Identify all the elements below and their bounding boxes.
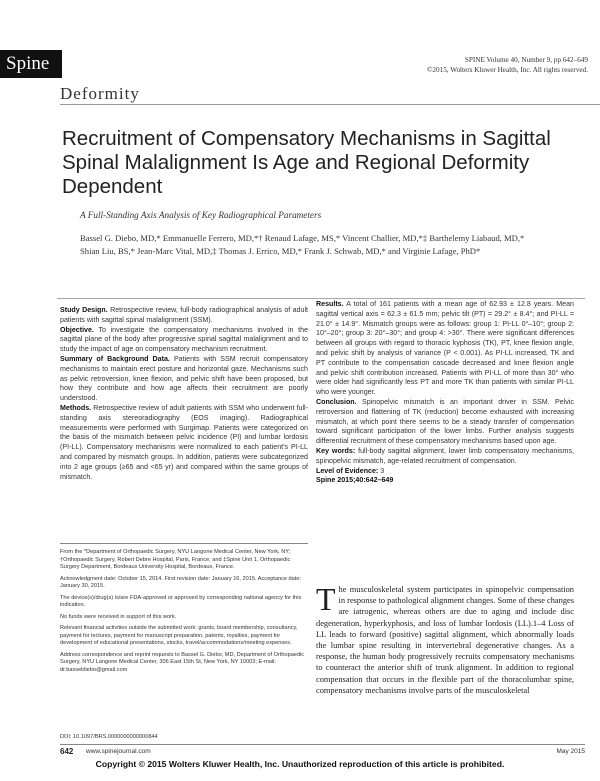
abstract-citation xyxy=(316,476,574,486)
journal-website: www.spinejournal.com xyxy=(86,748,151,755)
conclusion-text: Spinopelvic mismatch is an important driver in SSM. Pelvic retroversion and flattening of TK (reduction) become exhausted with increasing mismatch, at which point there seems to be a steady transfer of compensation toward significant participation of the lower limbs. Further analysis suggests differential recruitment of these compensatory mechanisms based upon age. xyxy=(316,397,574,446)
footnote-dates: Acknowledgment date: October 15, 2014. First revision date: January 16, 2015. Acceptance date: January 30, 2015. xyxy=(60,575,301,589)
abstract-study-design xyxy=(60,306,308,326)
objective-label: Objective. xyxy=(60,325,94,334)
body-introduction xyxy=(316,581,574,696)
footnote-devices: The device(s)/drug(s) is/are FDA-approved or approved by corresponding national agency for this indication. xyxy=(60,594,302,608)
abstract-divider xyxy=(57,298,585,299)
footnote-funds: No funds were received in support of this work. xyxy=(60,613,177,620)
abstract-methods xyxy=(60,404,308,482)
section-divider xyxy=(60,104,600,105)
footnote-disclosures: Relevant financial activities outside the submitted work: grants, board membership, consultancy, payment for lectures, payment for manuscript preparation, patents, royalties, payment for development of educational presentations, stocks, travel/accommodations/meeting expenses. xyxy=(60,625,298,646)
results-text: A total of 161 patients with a mean age of 62.93 ± 12.8 years. Mean sagittal vertical axis = 62.3 ± 61.5 mm; pelvic tilt (PT) = 29.2° ± 8.4°; and PI-LL = 21.0° ± 14.9°. Mismatch groups were as follows: group 1: PI-LL 0°–10°; group 2: 10°–20°; group 3: 20°–30°; and group 4: >30°. There were significant differences between all groups with regard to thoracic kyphosis (TK), PT, knee flexion angle, and pelvic shift by analysis of variance (P < 0.001). As PI-LL increased, TK and PT contribute to the compensation cascade decreased and knee flexion angle and pelvic shift contribution increased. Patients with PI-LL of more than 30° who were older had significantly less PT and more TK than patients with similar PI-LL who were younger. xyxy=(316,300,574,397)
evidence-label: Level of Evidence: xyxy=(316,466,379,475)
issue-date: May 2015 xyxy=(556,748,585,755)
abstract-evidence xyxy=(316,467,574,477)
journal-copyright: ©2015, Wolters Kluwer Health, Inc. All rights reserved. xyxy=(426,66,588,74)
doi: DOI: 10.1097/BRS.0000000000000844 xyxy=(60,734,158,740)
conclusion-label: Conclusion. xyxy=(316,397,357,406)
footer-divider xyxy=(60,744,585,745)
abstract-conclusion xyxy=(316,398,574,447)
methods-label: Methods. xyxy=(60,403,92,412)
abstract-left-column xyxy=(60,306,308,482)
body-paragraph: he musculoskeletal system participates in spinopelvic compensation in response to pathological alignment changes. Some of these changes are iatrogenic, whereas others are due to aging and include disc degeneration, hyperkyphosis, and loss of lumbar lordosis (LL).1–4 Loss of LL leads to forward (positive) sagittal alignment, which abnormally loads the lumbar spine resulting in intervertebral degenerative changes. As a response, the human body progressively recruits compensatory mechanisms to counteract the anterior shift of trunk alignment. In addition to regional compensation that occurs in the flexible part of the thoracolumbar spine, compensatory mechanisms involve parts of the musculoskeletal xyxy=(316,585,574,695)
results-label: Results. xyxy=(316,300,344,308)
journal-info xyxy=(427,55,588,75)
footnote-affiliations: From the *Department of Orthopaedic Surgery, NYU Langone Medical Center, New York, NY; †Orthopaedic Surgery, Robert Debre Hospital, Paris, France; and ‡Spine Unit 1, Orthopaedic Surgery Department, Bordeaux University Hospital, Bordeaux, France. xyxy=(60,549,291,570)
copyright-notice: Copyright © 2015 Wolters Kluwer Health, Inc. Unauthorized reproduction of this article is prohibited. xyxy=(95,759,505,769)
abstract-background xyxy=(60,355,308,404)
article-subtitle: A Full-Standing Axis Analysis of Key Radiographical Parameters xyxy=(80,210,322,220)
abstract-objective xyxy=(60,326,308,355)
journal-logo: Spine xyxy=(0,50,62,78)
background-label: Summary of Background Data. xyxy=(60,354,170,363)
footnotes xyxy=(60,549,308,678)
drop-cap: T xyxy=(316,581,336,617)
background-text: Patients with SSM recruit compensatory mechanisms to maintain erect posture and horizontal gaze. Mechanisms such as pelvic retroversion, knee flexion, and pelvic shift have been proposed, but how they contribute and how age affects their recruitment are poorly understood. xyxy=(60,354,308,403)
footnote-divider xyxy=(60,543,308,544)
page-number: 642 xyxy=(60,747,74,756)
footnote-correspondence: Address correspondence and reprint requests to Bassel G. Diebo, MD, Department of Orthopaedic Surgery, NYU Langone Medical Center, 306 East 15th St, New York, NY 10003; E-mail: dr.basseldiebo@gmail.com xyxy=(60,651,305,673)
study-design-text: Retrospective review, full-body radiographical analysis of adult patients with sagittal spinal malalignment (SSM). xyxy=(60,306,308,324)
abstract-right-column xyxy=(316,300,574,486)
section-label: Deformity xyxy=(60,84,140,103)
study-design-label: Study Design. xyxy=(60,306,108,314)
author-list: Bassel G. Diebo, MD,* Emmanuelle Ferrero, MD,*† Renaud Lafage, MS,* Vincent Challier, MD,*‡ Barthelemy Liabaud, MD,* Shian Liu, BS,* Jean-Marc Vital, MD,‡ Thomas J. Errico, MD,* Frank J. Schwab, MD,* and Virginie Lafage, PhD* xyxy=(80,233,525,256)
keywords-text: full-body sagittal alignment, lower limb compensatory mechanisms, spinopelvic mismatch, age-related recruitment of compensation. xyxy=(316,446,574,465)
keywords-label: Key words: xyxy=(316,446,356,455)
evidence-text: 3 xyxy=(380,466,385,475)
article-title: Recruitment of Compensatory Mechanisms in Sagittal Spinal Malalignment Is Age and Regional Deformity Dependent xyxy=(62,127,551,198)
citation-text: Spine 2015;40:642–649 xyxy=(316,476,394,485)
journal-volume: SPINE Volume 40, Number 9, pp 642–649 xyxy=(464,56,588,64)
abstract-keywords xyxy=(316,447,574,467)
objective-text: To investigate the compensatory mechanisms involved in the sagittal plane of the body after progressive spinal sagittal malalignment and to study the impact of age on compensatory mechanism recruitment. xyxy=(60,325,309,354)
methods-text: Retrospective review of adult patients with SSM who underwent full-standing axis stereoradiography (EOS imaging). Radiographical measurements were performed with Surgimap. Patients were categorized on the basis of the mismatch between pelvic incidence (PI) and lumbar lordosis (PI-LL). Compensatory mechanisms were normalized to each patient's PI-LL and compared by mismatch groups. In addition, patients were subcategorized into 2 age groups (≥65 and <65 yr) and compared within the same groups of mismatch. xyxy=(60,403,308,481)
abstract-results xyxy=(316,300,574,398)
